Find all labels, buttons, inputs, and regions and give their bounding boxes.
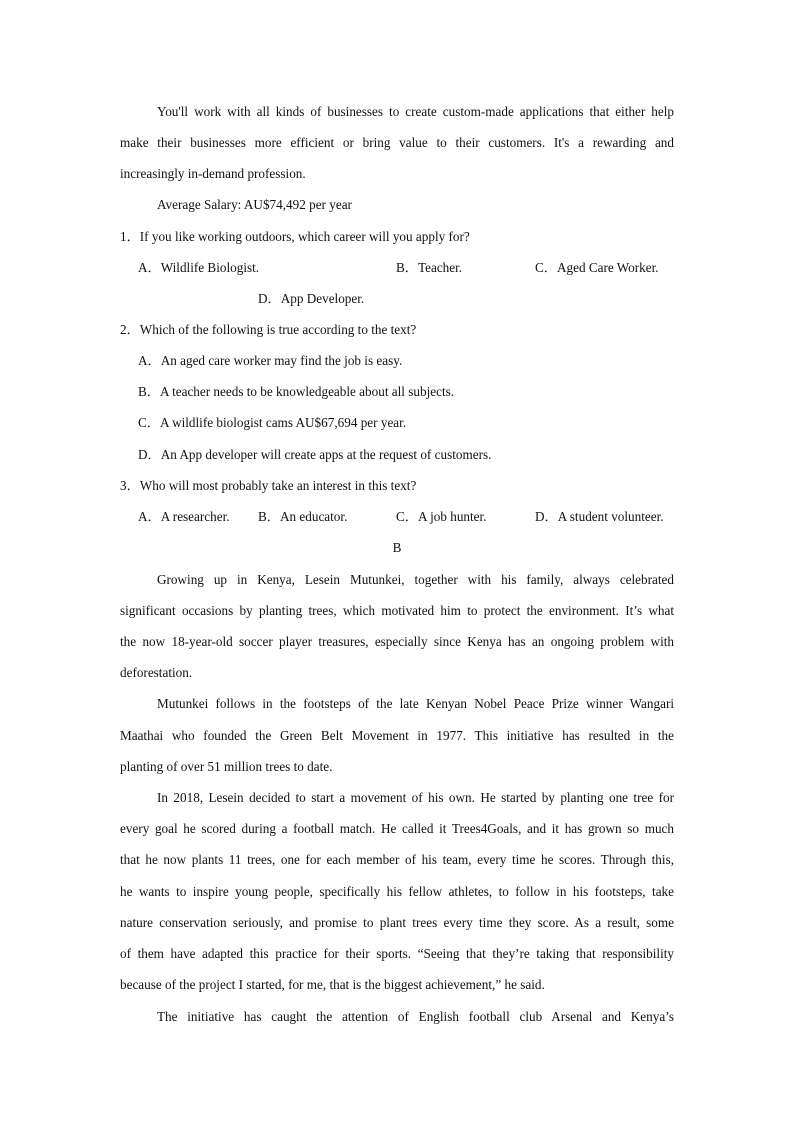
- question-3-option-d: D．A student volunteer.: [535, 509, 664, 524]
- question-2-option-d: D．An App developer will create apps at the request of customers.: [138, 447, 492, 462]
- passage-b-p3-line-1: In 2018, Lesein decided to start a movement of his own. He started by planting one tree for: [157, 790, 674, 805]
- passage-b-p4-line-1: The initiative has caught the attention of English football club Arsenal and Kenya’s: [157, 1009, 674, 1024]
- average-salary: Average Salary: AU$74,492 per year: [157, 197, 352, 212]
- passage-b-p3-line-3: that he now plants 11 trees, one for each member of his team, every time he scores. Through this,: [120, 852, 674, 867]
- question-3-option-c: C．A job hunter.: [396, 509, 487, 524]
- section-heading-b: B: [392, 540, 402, 555]
- passage-b-p3-line-7: because of the project I started, for me, that is the biggest achievement,” he said.: [120, 977, 545, 992]
- passage-b-p1-line-2: significant occasions by planting trees, which motivated him to protect the environment. It’s what: [120, 603, 674, 618]
- question-3-option-a: A．A researcher.: [138, 509, 230, 524]
- question-2-stem: 2．Which of the following is true according to the text?: [120, 322, 417, 337]
- app-paragraph-line-3: increasingly in-demand profession.: [120, 166, 306, 181]
- passage-b-p2-line-1: Mutunkei follows in the footsteps of the late Kenyan Nobel Peace Prize winner Wangari: [157, 696, 674, 711]
- passage-b-p2-line-2: Maathai who founded the Green Belt Movement in 1977. This initiative has resulted in the: [120, 728, 674, 743]
- question-2-option-c: C．A wildlife biologist cams AU$67,694 per year.: [138, 415, 407, 430]
- app-paragraph-line-2: make their businesses more efficient or bring value to their customers. It's a rewarding and: [120, 135, 674, 150]
- question-3-stem: 3．Who will most probably take an interest in this text?: [120, 478, 417, 493]
- passage-b-p1-line-1: Growing up in Kenya, Lesein Mutunkei, together with his family, always celebrated: [157, 572, 674, 587]
- question-1-stem: 1．If you like working outdoors, which career will you apply for?: [120, 229, 470, 244]
- question-3-option-b: B．An educator.: [258, 509, 348, 524]
- question-1-option-c: C．Aged Care Worker.: [535, 260, 659, 275]
- passage-b-p3-line-5: nature conservation seriously, and promise to plant trees every time they score. As a result, some: [120, 915, 674, 930]
- app-paragraph-line-1: You'll work with all kinds of businesses to create custom-made applications that either help: [157, 104, 674, 119]
- question-1-option-b: B．Teacher.: [396, 260, 463, 275]
- passage-b-p1-line-4: deforestation.: [120, 665, 193, 680]
- passage-b-p1-line-3: the now 18-year-old soccer player treasures, especially since Kenya has an ongoing problem with: [120, 634, 674, 649]
- question-1-option-a: A．Wildlife Biologist.: [138, 260, 260, 275]
- passage-b-p3-line-6: of them have adapted this practice for their sports. “Seeing that they’re taking that responsibility: [120, 946, 674, 961]
- passage-b-p3-line-2: every goal he scored during a football match. He called it Trees4Goals, and it has grown so much: [120, 821, 674, 836]
- passage-b-p2-line-3: planting of over 51 million trees to date.: [120, 759, 333, 774]
- question-2-option-b: B．A teacher needs to be knowledgeable about all subjects.: [138, 384, 455, 399]
- question-1-option-d: D．App Developer.: [258, 291, 365, 306]
- passage-b-p3-line-4: he wants to inspire young people, specifically his fellow athletes, to follow in his footsteps, take: [120, 884, 674, 899]
- question-2-option-a: A．An aged care worker may find the job is easy.: [138, 353, 403, 368]
